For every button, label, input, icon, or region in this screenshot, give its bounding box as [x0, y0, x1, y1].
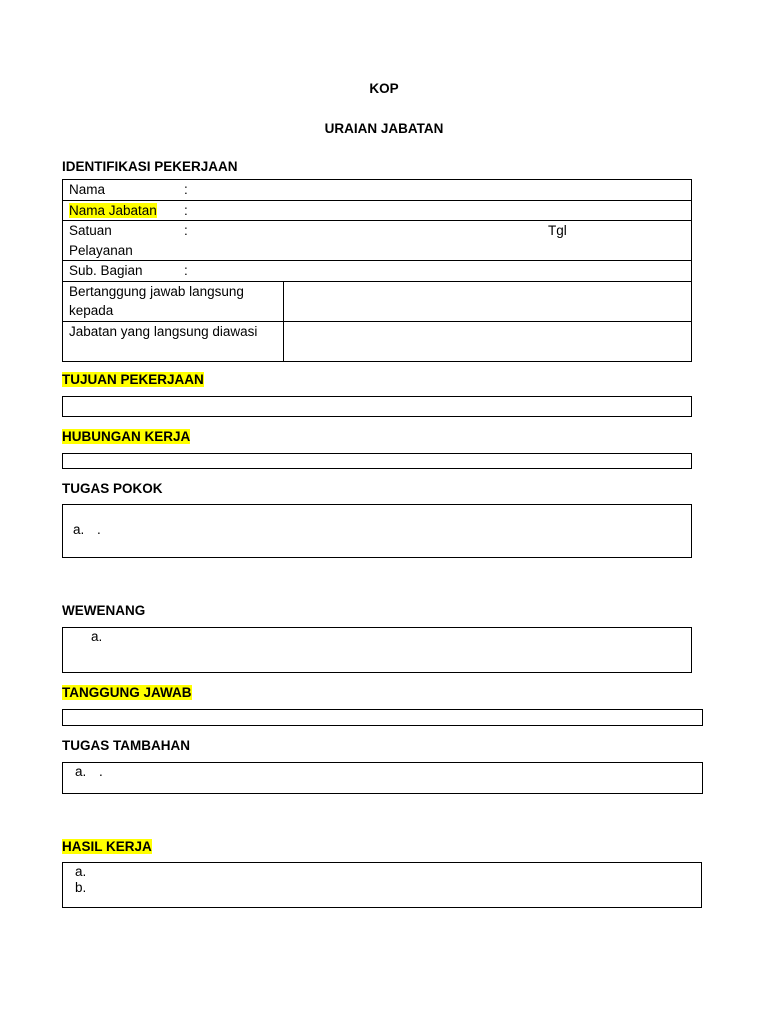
- tugas-pokok-item-marker: a.: [73, 522, 85, 537]
- tugas-pokok-box[interactable]: [62, 504, 692, 558]
- satuan-colon: :: [184, 223, 188, 238]
- hasil-kerja-box[interactable]: [62, 862, 702, 908]
- sub-bagian-colon: :: [184, 263, 188, 278]
- nama-colon: :: [184, 182, 188, 197]
- hubungan-box[interactable]: [62, 453, 692, 469]
- tanggung-jawab-box[interactable]: [62, 709, 703, 726]
- sub-bagian-label: Sub. Bagian: [69, 263, 143, 278]
- hasil-kerja-item-b: b.: [75, 880, 87, 895]
- tanggung-jawab-heading-text: TANGGUNG JAWAB: [62, 685, 192, 700]
- identifikasi-heading: IDENTIFIKASI PEKERJAAN: [62, 159, 238, 174]
- tugas-tambahan-heading: TUGAS TAMBAHAN: [62, 738, 190, 753]
- nama-jabatan-colon: :: [184, 202, 188, 218]
- bertanggung-jawab-value[interactable]: [284, 281, 692, 321]
- table-row: [63, 180, 692, 201]
- jabatan-diawasi-label: Jabatan yang langsung diawasi: [63, 321, 284, 361]
- table-row: [63, 281, 692, 321]
- nama-jabatan-label: Nama Jabatan: [69, 202, 157, 218]
- tujuan-box[interactable]: [62, 396, 692, 417]
- wewenang-heading: WEWENANG: [62, 603, 146, 618]
- table-row: [63, 200, 692, 221]
- table-row: [63, 321, 692, 361]
- pelayanan-label: Pelayanan: [69, 242, 133, 258]
- hasil-kerja-item-a: a.: [75, 864, 87, 879]
- tugas-pokok-item-text: .: [97, 522, 101, 537]
- tugas-tambahan-item-marker: a.: [75, 764, 87, 779]
- satuan-label: Satuan: [69, 223, 112, 238]
- tujuan-heading-text: TUJUAN PEKERJAAN: [62, 372, 204, 387]
- nama-label: Nama: [69, 182, 106, 197]
- tanggung-jawab-heading: [62, 685, 192, 701]
- document-title: URAIAN JABATAN: [324, 121, 444, 136]
- tugas-pokok-heading: TUGAS POKOK: [62, 481, 163, 496]
- wewenang-box[interactable]: [62, 627, 692, 673]
- wewenang-item-marker: a.: [91, 629, 103, 644]
- table-row: [63, 261, 692, 282]
- hasil-kerja-heading: [62, 839, 152, 855]
- hubungan-heading: [62, 429, 190, 445]
- hasil-kerja-heading-text: HASIL KERJA: [62, 839, 152, 854]
- kop-header: KOP: [369, 81, 399, 96]
- tugas-tambahan-box[interactable]: [62, 762, 703, 794]
- tgl-label: Tgl: [548, 223, 567, 238]
- tugas-tambahan-item-text: .: [99, 764, 103, 779]
- table-row: [63, 221, 692, 261]
- bertanggung-jawab-label: Bertanggung jawab langsung kepada: [63, 281, 284, 321]
- tujuan-heading: [62, 372, 204, 388]
- jabatan-diawasi-value[interactable]: [284, 321, 692, 361]
- hubungan-heading-text: HUBUNGAN KERJA: [62, 429, 191, 444]
- identifikasi-table: [62, 179, 692, 362]
